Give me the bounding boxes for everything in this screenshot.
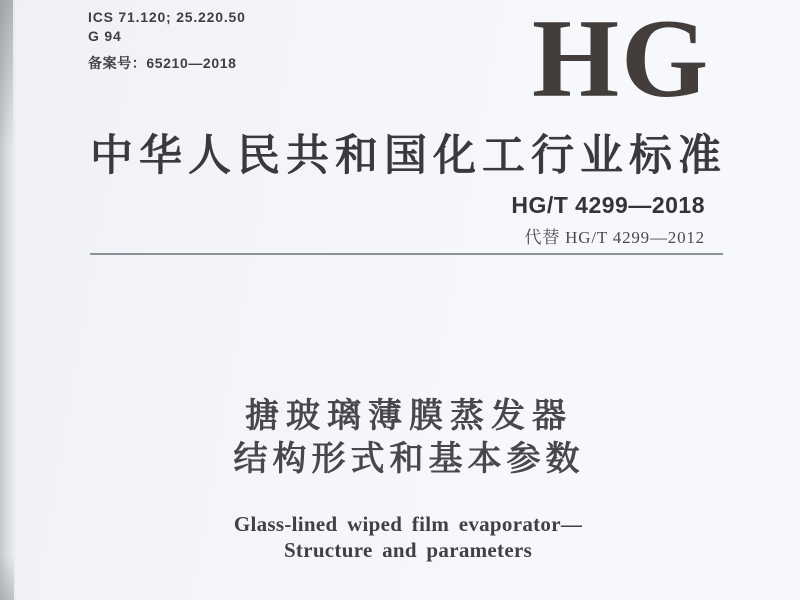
scan-edge-top-left <box>0 0 13 150</box>
record-number: 备案号：65210—2018 <box>88 55 237 71</box>
document-title-zh <box>9 395 800 481</box>
standard-name-banner: 中华人民共和国化工行业标准 <box>90 132 727 180</box>
title-zh-line1: 搪玻璃薄膜蒸发器 <box>245 397 573 435</box>
standard-code: HG/T 4299—2018 <box>511 192 705 218</box>
title-en-line1: Glass-lined wiped film evaporator— <box>233 512 583 536</box>
header-divider-rule <box>90 253 723 255</box>
standard-metadata <box>88 8 246 73</box>
standard-code-block <box>511 192 705 248</box>
replaces-note: 代替 HG/T 4299—2012 <box>524 228 705 247</box>
classification-code: G 94 <box>88 28 122 44</box>
title-zh-line2: 结构形式和基本参数 <box>233 440 585 478</box>
ics-code: ICS 71.120; 25.220.50 <box>88 9 246 25</box>
hg-logotype: HG <box>532 0 711 121</box>
title-en-line2: Structure and parameters <box>283 538 533 562</box>
document-title-en <box>8 511 800 563</box>
